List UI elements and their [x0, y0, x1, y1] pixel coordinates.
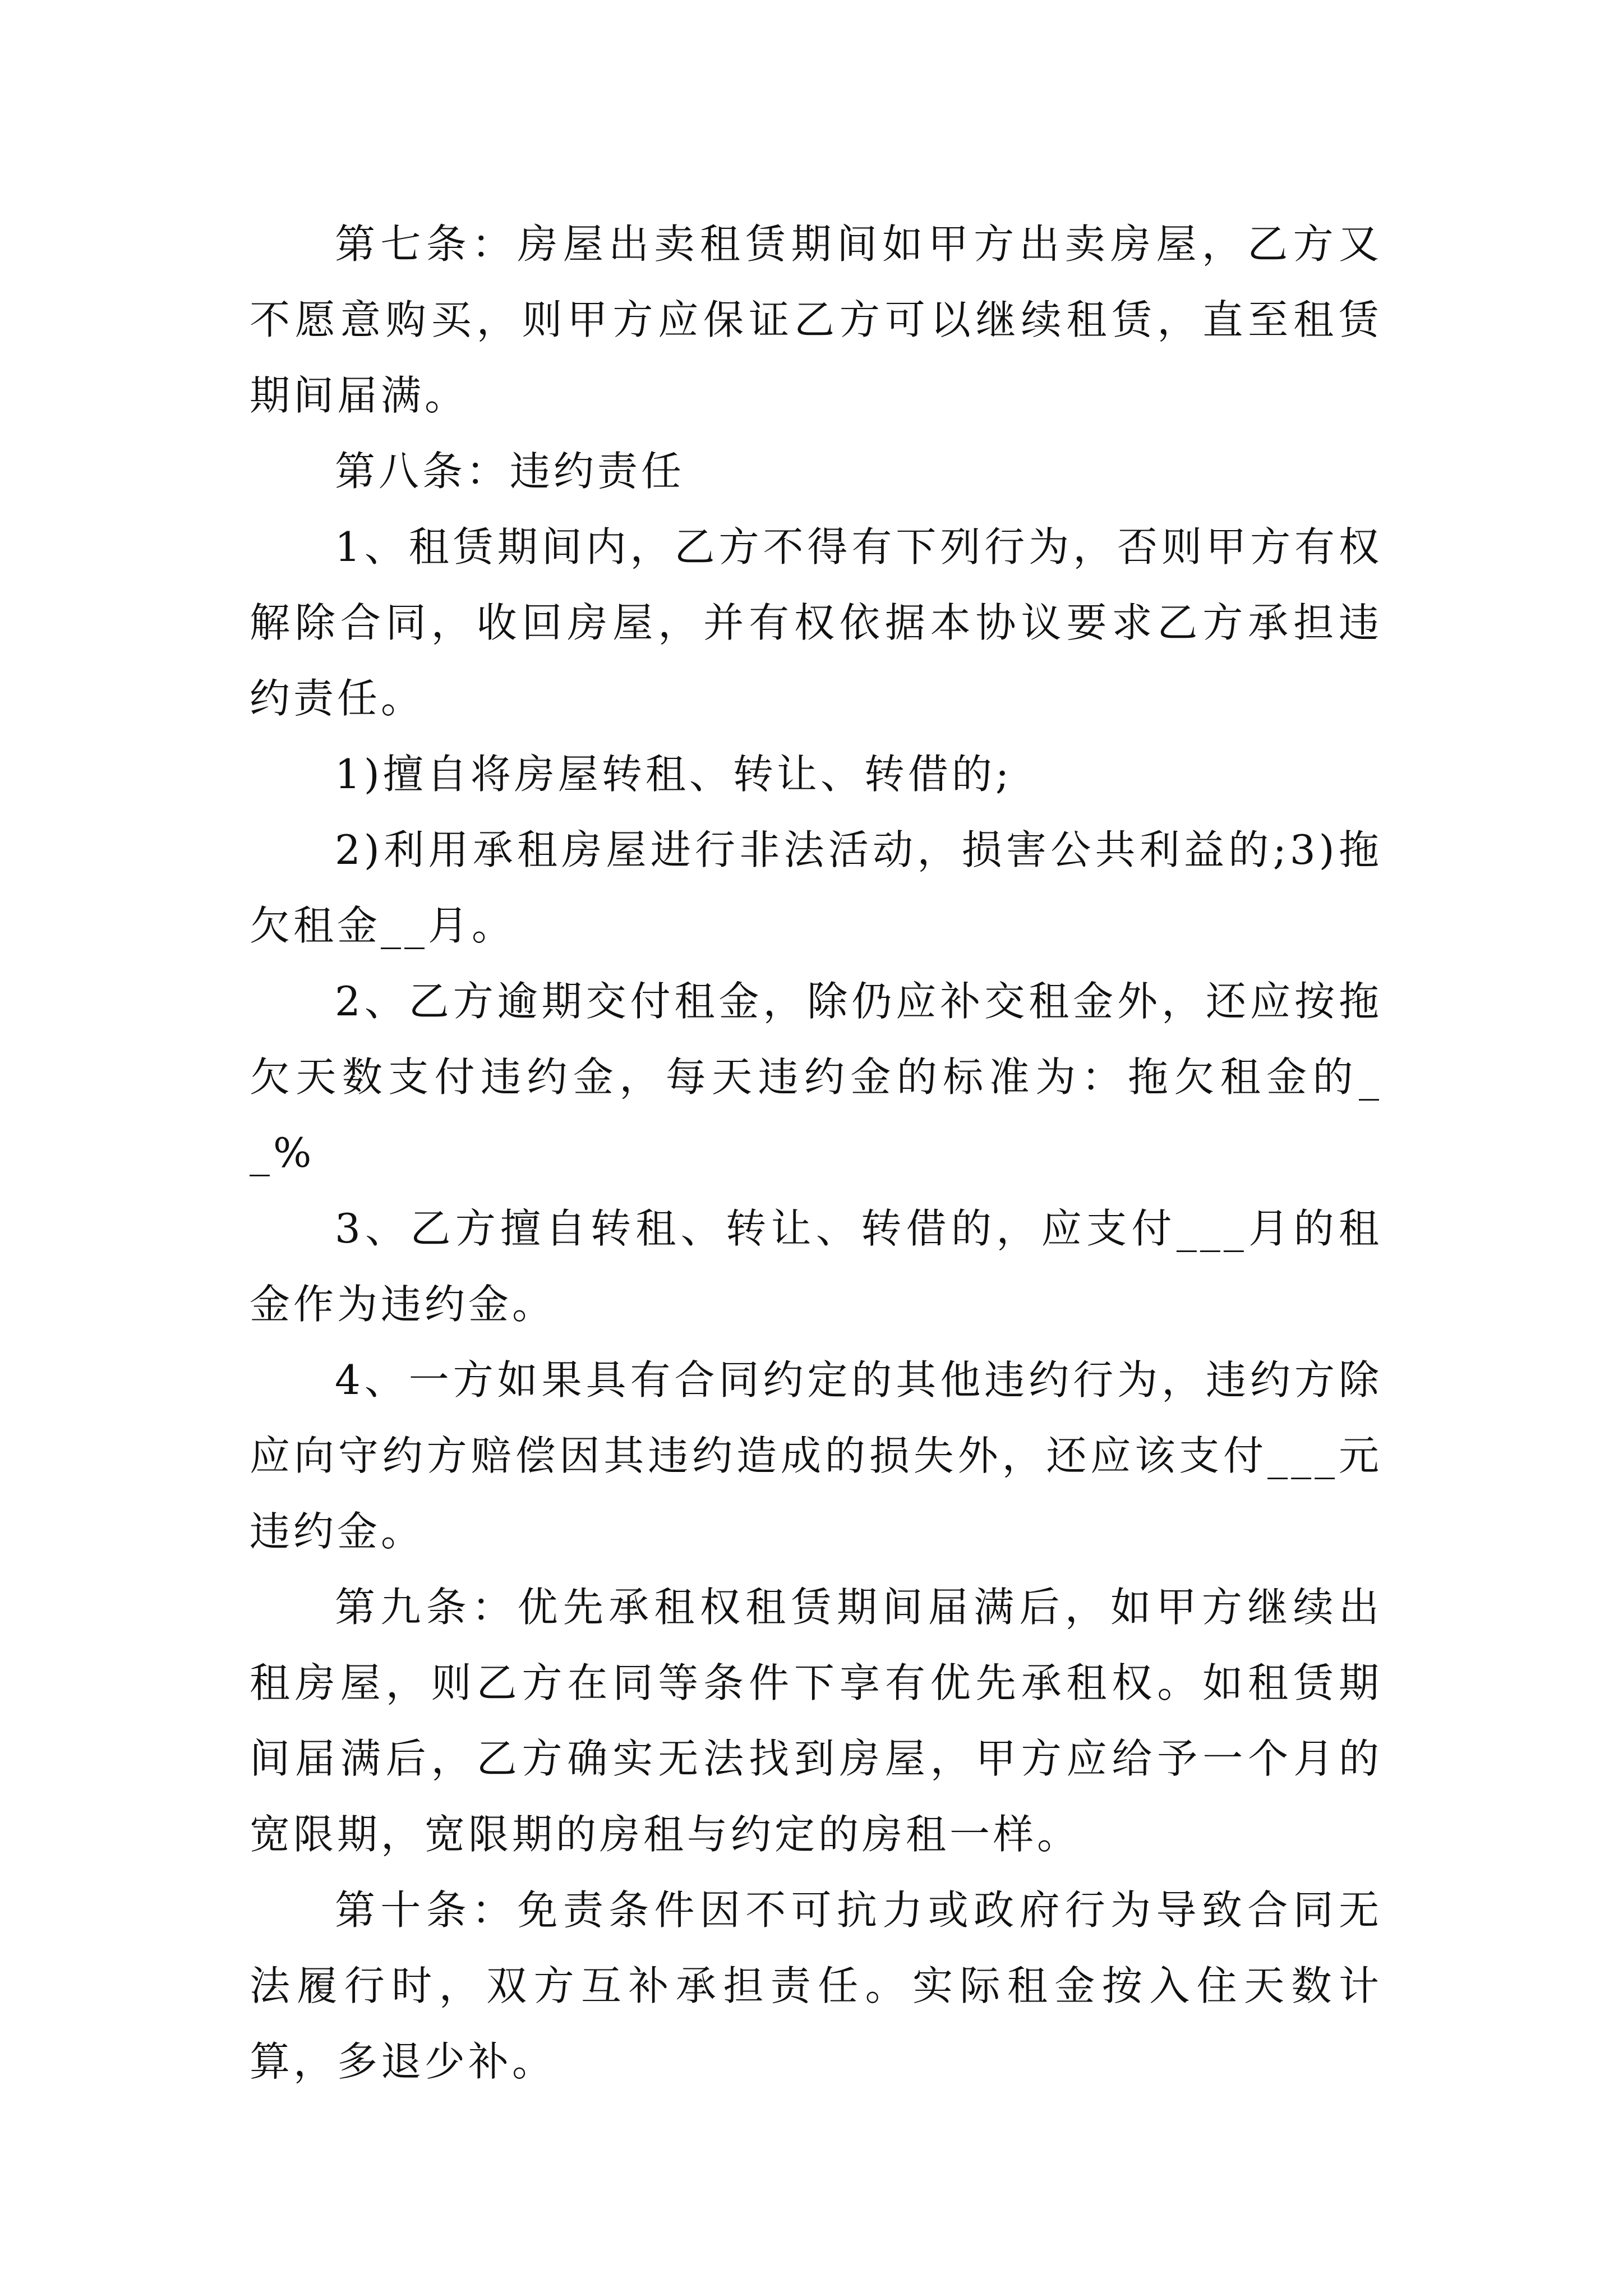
clause-9-paragraph: 第九条：优先承租权租赁期间届满后，如甲方继续出租房屋，则乙方在同等条件下享有优先承租权。如租赁期间届满后，乙方确实无法找到房屋，甲方应给予一个月的宽限期，宽限期的房租与约定的房租一样。	[250, 1584, 1382, 1858]
clause-8-item-1-sub-2-3: 2)利用承租房屋进行非法活动，损害公共利益的;3)拖欠租金__月。	[250, 826, 1382, 949]
clause-8-item-3: 3、乙方擅自转租、转让、转借的，应支付___月的租金作为违约金。	[250, 1205, 1382, 1328]
clause-8-item-4: 4、一方如果具有合同约定的其他违约行为，违约方除应向守约方赔偿因其违约造成的损失外，还应该支付___元违约金。	[250, 1356, 1382, 1555]
clause-10-paragraph: 第十条：免责条件因不可抗力或政府行为导致合同无法履行时，双方互补承担责任。实际租金按入住天数计算，多退少补。	[250, 1887, 1382, 2085]
clause-8-heading: 第八条：违约责任	[335, 448, 685, 495]
clause-8-item-1-sub-1: 1)擅自将房屋转租、转让、转借的;	[335, 751, 1013, 798]
clause-8-item-1: 1、租赁期间内，乙方不得有下列行为，否则甲方有权解除合同，收回房屋，并有权依据本协议要求乙方承担违约责任。	[250, 523, 1382, 722]
clause-7-paragraph: 第七条：房屋出卖租赁期间如甲方出卖房屋，乙方又不愿意购买，则甲方应保证乙方可以继续租赁，直至租赁期间届满。	[250, 220, 1382, 419]
document-page	[250, 206, 1382, 2100]
clause-8-item-2: 2、乙方逾期交付租金，除仍应补交租金外，还应按拖欠天数支付违约金，每天违约金的标准为：拖欠租金的__%	[250, 978, 1382, 1176]
